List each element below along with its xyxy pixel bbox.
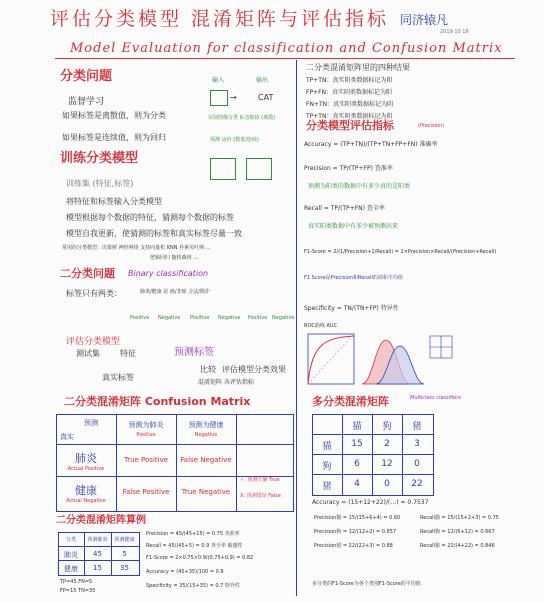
roc-sketch (306, 332, 456, 390)
pn-label-6: Negative (272, 315, 295, 321)
cm-true-neg: 健康 (75, 484, 97, 497)
ex-formula-5: Specificity = 35/(15+35) = 0.7 特异性 (146, 583, 240, 589)
metrics-title: 分类模型评估指标 (306, 119, 394, 132)
train-line-4: 常用的分类模型：决策树 神经网络 支持向量机 KNN 朴素贝叶斯 ... (62, 245, 211, 251)
multi-accuracy: Accuracy = (15+12+22)/(…) = 0.7537 (312, 499, 429, 506)
cm-true-pos: 肺炎 (75, 452, 97, 465)
page-subtitle: Model Evaluation for classification and Confusion Matrix (70, 41, 503, 56)
multi-p2: Precision狗 = 12/(12+2) = 0.857 (314, 529, 397, 535)
mm-r0-2: 2 (384, 439, 390, 449)
train-title: 训练分类模型 (60, 151, 139, 166)
cm-title: 二分类混淆矩阵 Confusion Matrix (64, 395, 251, 408)
cm4-fp: FP+FN：真实阴类数据标记为阳 (306, 89, 393, 96)
pn-label-1: Positive (130, 315, 150, 321)
cm-pred-pos: 预测为肺炎 (128, 421, 164, 429)
cm4-title: 二分类混淆矩阵里的四种结果 (306, 63, 410, 72)
mm-r0-0: 猫 (322, 442, 332, 452)
multi-f1-note: 多分类的F1-Score为各个类别F1-Score的平均值 (312, 581, 421, 587)
cm-true-neg-en: Actual Negative (66, 498, 106, 504)
ex-head-0: 分类 (65, 537, 76, 543)
mm-h3 (312, 474, 433, 475)
cm-corner-top: 预测 (84, 419, 98, 427)
cm-pred-pos-en: Positive (136, 432, 156, 438)
column-divider (296, 60, 297, 596)
metric-accuracy: Accuracy = (TP+TN)/(TP+TN+FP+FN) 准确率 (304, 141, 438, 148)
multi-en: Multiclass classifiers (410, 395, 461, 401)
train-line-3: 模型自我更新，使猜测的标签和真实标签尽量一致 (66, 229, 242, 238)
cm-true-pos-en: Actual Positive (67, 466, 105, 472)
mm-r2-0: 猪 (322, 482, 332, 492)
io-output-label: 输出 (256, 77, 269, 84)
cm-pred-neg-en: Negative (194, 432, 218, 438)
eval-true: 真实标签 (102, 373, 134, 382)
eval-pred: 预测标签 (174, 347, 214, 358)
eval-sub: 混淆矩阵 各评估指标 (198, 379, 254, 386)
binary-examples: 肺炎/健康 是 癌/非癌 合法/欺诈 (140, 289, 210, 295)
ex-formula-4: Accuracy = (45+35)/100 = 0.8 (146, 569, 224, 575)
train-set: 训练集 (特征,标签) (66, 179, 134, 188)
supervised-label: 监督学习 (68, 97, 105, 107)
cm-corner-left: 真实 (60, 433, 74, 441)
cm-note-true: ✓: 预测正确 True (240, 477, 280, 483)
chart-icon-2 (246, 158, 272, 180)
mm-h2 (312, 454, 433, 455)
cm-vline-3 (236, 414, 237, 511)
multi-title: 多分类混淆矩阵 (312, 395, 389, 408)
mm-head-2: 猪 (412, 422, 422, 432)
metric-specificity: Specificity = TN/(TN+FP) 特异性 (304, 305, 399, 312)
cm-vline-2 (176, 414, 177, 511)
date: 2019·10·18 (440, 29, 469, 35)
ex-r1-2: 5 (122, 550, 127, 558)
mm-r0-3: 3 (414, 439, 420, 449)
multi-r2: Recall狗 = 12/(6+12) = 0.667 (420, 529, 495, 535)
mm-r0-1: 15 (351, 439, 363, 449)
author: 同济辕凡 (400, 13, 449, 27)
ex-head-2: 预测健康 (114, 537, 135, 543)
sec-classification-title: 分类问题 (60, 69, 113, 84)
continuous-line: 如果标签是连续值，则为回归 (62, 133, 166, 142)
ex-hline-1 (58, 546, 139, 547)
train-line-5: 逻辑回归 随机森林 ... (150, 255, 198, 261)
pn-label-5: Positive (248, 315, 268, 321)
ex-r2-0: 健康 (64, 565, 78, 573)
metric-recall: Recall = TP/(TP+FN) 查全率 (304, 205, 385, 212)
roc-label: ROC曲线 AUC (304, 323, 338, 329)
multi-p1: Precision猫 = 15/(15+6+4) = 0.60 (314, 515, 401, 521)
ex-formula-1: Precision = 45/(45+15) = 0.75 查准率 (146, 531, 240, 537)
ex-r2-1: 15 (93, 564, 102, 572)
header-underline (55, 58, 515, 59)
ex-formula-2: Recall = 45/(45+5) = 0.9 查全率 敏感性 (146, 543, 243, 549)
cm-vline-1 (116, 414, 117, 511)
binary-line: 标签只有两类： (66, 289, 122, 298)
precision-note: 预测为阳类的数据中有多少真的是阳类 (308, 183, 411, 190)
f1-note: F1 Score是Precision和Recall的调和平均值 (304, 275, 403, 281)
ex-head-1: 预测肺炎 (87, 537, 108, 543)
mm-head-0: 猫 (352, 422, 362, 432)
cm-pred-neg: 预测为健康 (188, 421, 224, 429)
mm-r1-0: 狗 (322, 462, 332, 472)
mm-r2-2: 0 (384, 479, 390, 489)
mm-r1-1: 6 (354, 459, 360, 469)
cm4-tn: TP+TN：真实阴类数据标记为阴 (306, 113, 393, 120)
pn-label-3: Positive (190, 315, 210, 321)
train-line-1: 将特征和标签输入分类模型 (66, 197, 162, 206)
page-title: 评估分类模型 混淆矩阵与评估指标 (50, 8, 390, 30)
ex-foot-1: TP=45 FN=5 (60, 579, 93, 585)
metric-f1: F1-Score = 2/(1/Precision+1/Recall) = 2×Precision×Recall/(Precision+Recall) (304, 249, 497, 255)
ex-r1-0: 肺炎 (64, 551, 78, 559)
mm-head-1: 狗 (382, 422, 392, 432)
mm-r1-3: 0 (414, 459, 420, 469)
ex-hline-2 (58, 560, 139, 561)
binary-title: 二分类问题 (60, 267, 115, 280)
mm-r2-3: 22 (411, 479, 423, 489)
metric-precision: Precision = TP/(TP+FP) 查准率 (304, 165, 393, 172)
mm-r1-2: 12 (381, 459, 393, 469)
cat-image-icon (210, 90, 228, 106)
recall-note: 真实阳类数据中有多少被预测出来 (308, 223, 399, 230)
eval-feature: 特征 (120, 349, 136, 358)
arrow-icon: → (230, 93, 237, 102)
eval-result: 评估模型分类效果 (222, 365, 286, 374)
cm-hline-1 (56, 444, 293, 445)
io-note-2: 预测 房价 (数量/连续) (210, 137, 259, 143)
example-title: 二分类混淆矩阵算例 (56, 515, 146, 526)
ex-formula-3: F1-Score = 2×0.75×0.9/(0.75+0.9) = 0.82 (146, 555, 254, 561)
roc-diagonal (308, 334, 354, 384)
multi-r1: Recall猫 = 15/(15+2+3) = 0.75 (420, 515, 499, 521)
io-cat: CAT (258, 93, 274, 102)
mm-r2-1: 4 (354, 479, 360, 489)
eval-test: 测试集 (76, 349, 100, 358)
cm-fn: False Negative (180, 456, 232, 464)
chart-icon-1 (210, 158, 236, 180)
io-note-1: 识别图像分类 标签取值 (离散) (208, 115, 276, 121)
binary-en: Binary classification (128, 269, 209, 278)
eval-compare: 比较 (200, 365, 216, 374)
ex-foot-2: FP=15 TN=35 (60, 588, 96, 594)
eval-title: 评估分类模型 (66, 337, 121, 347)
cm-note-false: X: 预测错误 False (240, 493, 281, 499)
cm4-fn: FN+TN：真实阳类数据标记为阴 (306, 101, 394, 108)
train-line-2: 模型根据每个数据的特征，猜测每个数据的标签 (66, 213, 234, 222)
cm4-tp: TP+TN：真实阳类数据标记为阳 (306, 77, 393, 84)
metrics-en: (Precision) (418, 123, 445, 129)
pn-label-2: Negative (158, 315, 181, 321)
mm-h1 (312, 434, 433, 435)
multi-r3: Recall猪 = 22/(4+22) = 0.846 (420, 543, 495, 549)
cm-tn: True Negative (181, 488, 231, 496)
ex-r1-1: 45 (93, 550, 102, 558)
io-input-label: 输入 (212, 77, 225, 84)
pn-label-4: Negative (218, 315, 241, 321)
cm-tp: True Positive (123, 456, 169, 464)
cm-fp: False Positive (122, 488, 170, 496)
multi-p3: Precision猪 = 22/(22+3) = 0.88 (314, 543, 393, 549)
discrete-line: 如果标签是离散值，则为分类 (62, 111, 166, 120)
ex-r2-2: 35 (120, 564, 129, 572)
